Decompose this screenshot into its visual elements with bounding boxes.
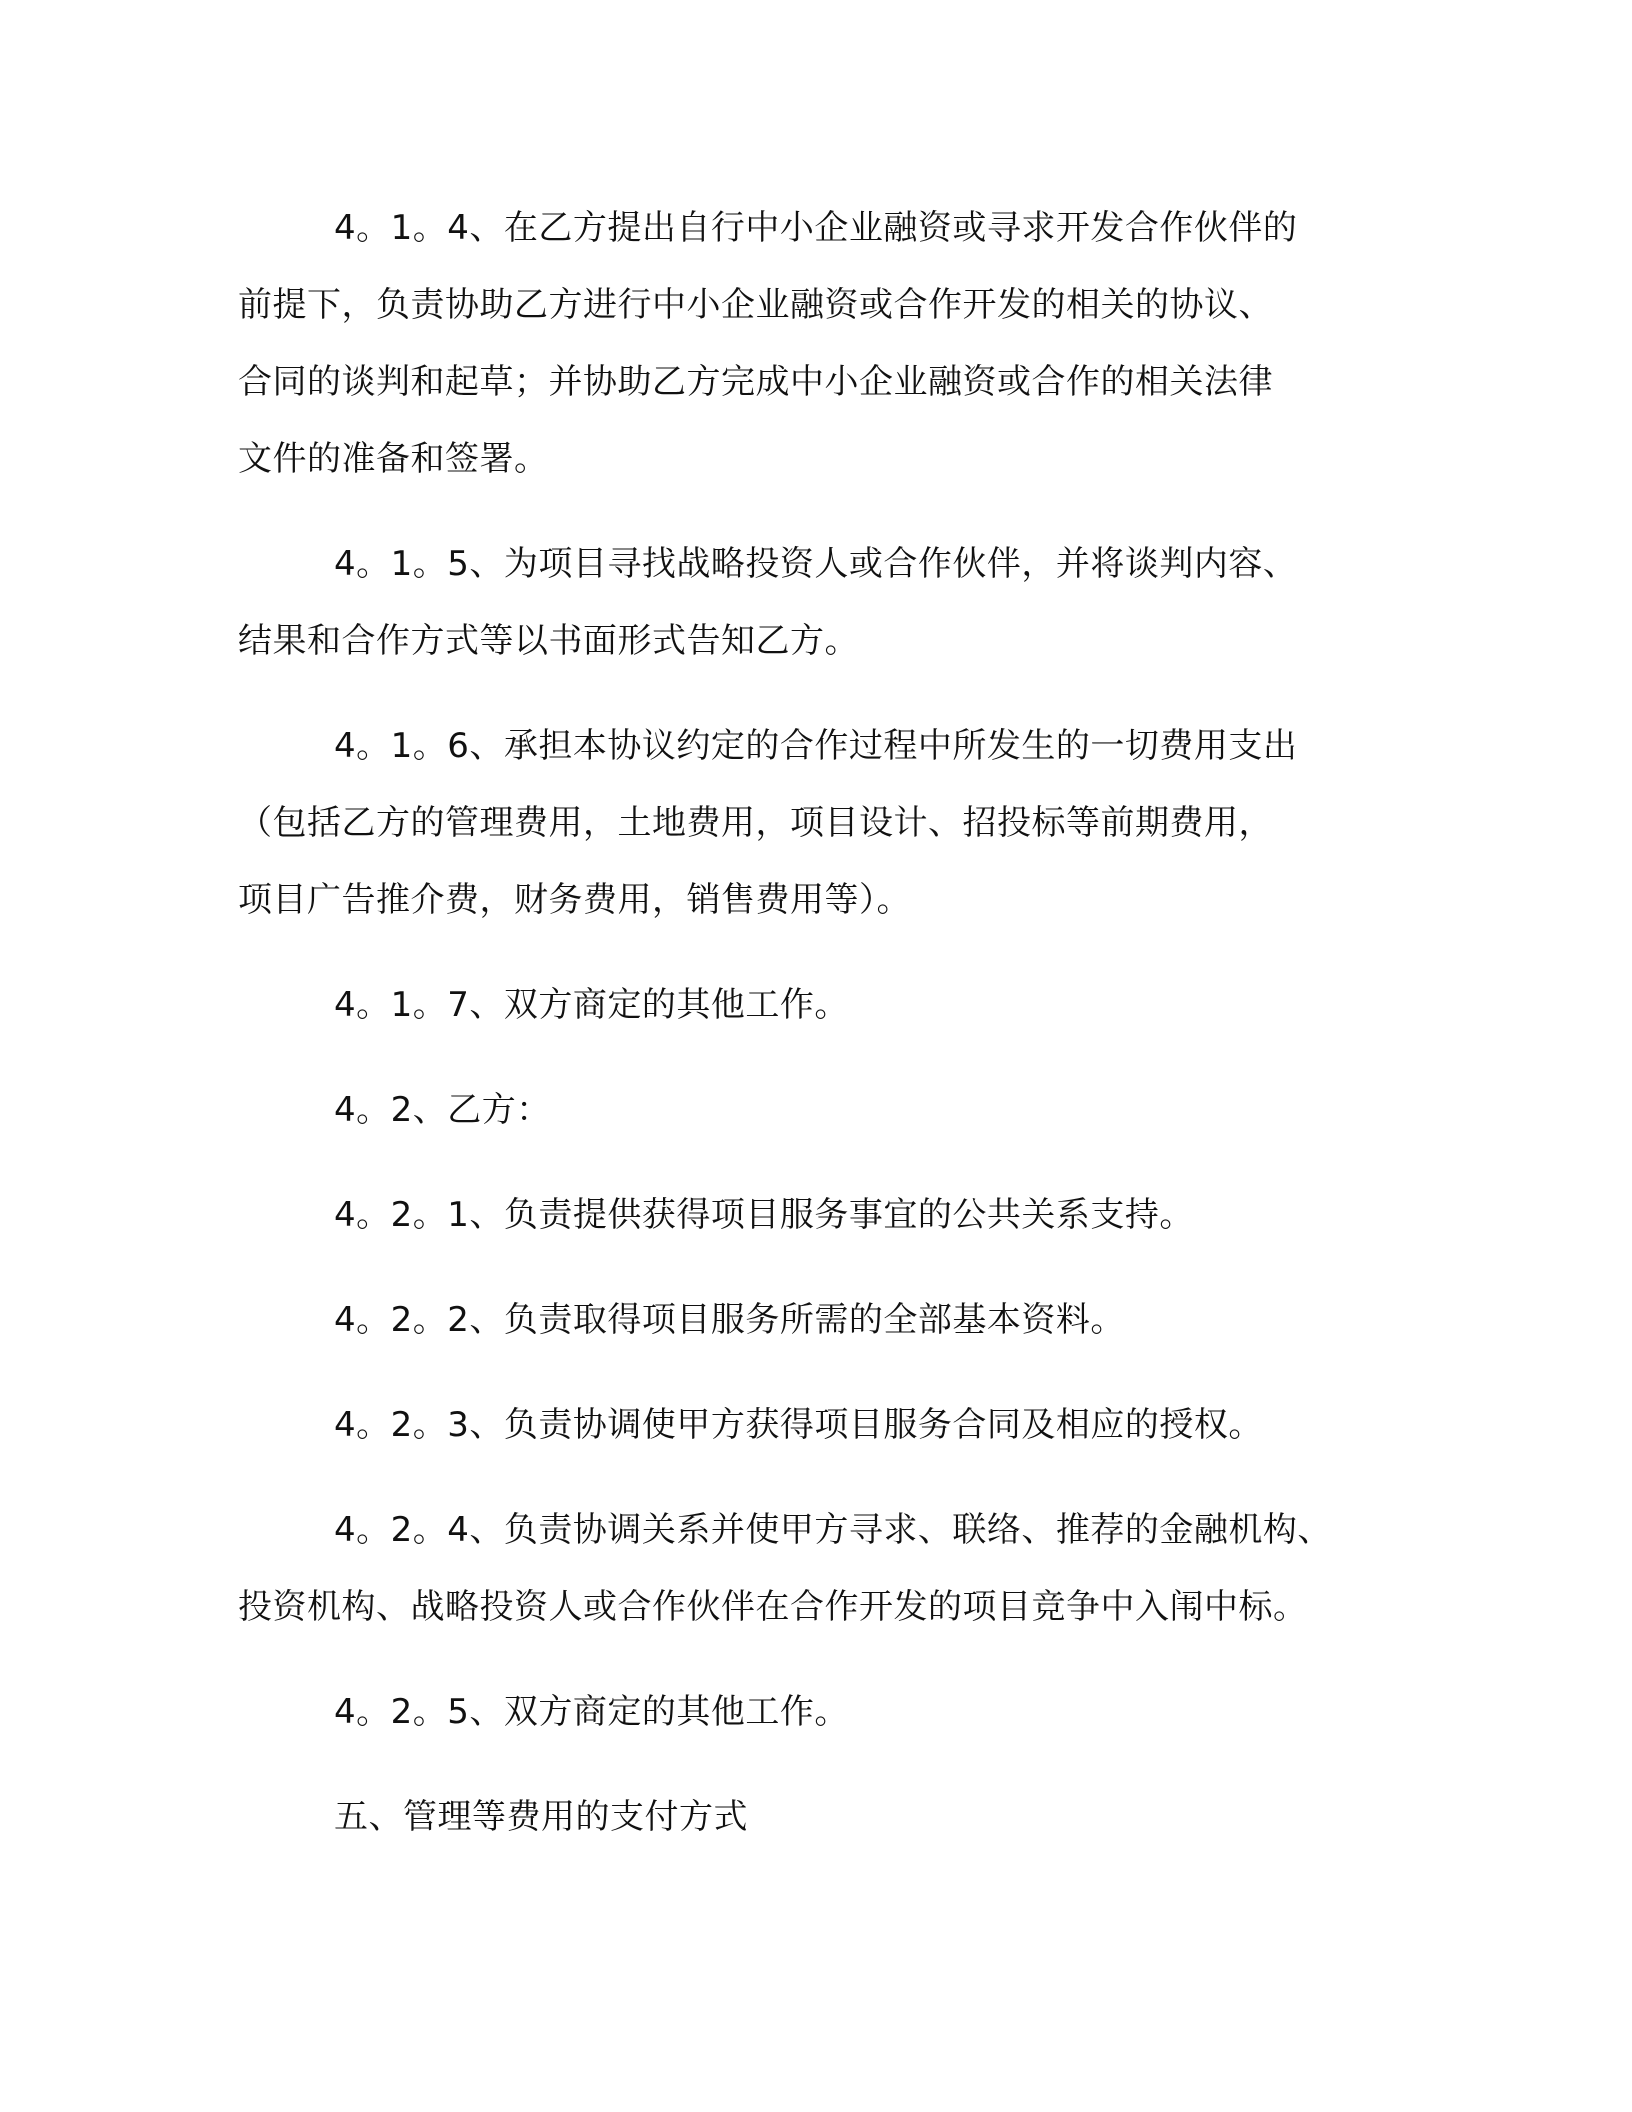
section-heading-5 [238, 1779, 1388, 1856]
text-line: 结果和合作方式等以书面形式告知乙方。 [238, 621, 859, 661]
text-line: 4。2。5、双方商定的其他工作。 [334, 1692, 849, 1732]
text-line: 4。2。3、负责协调使甲方获得项目服务合同及相应的授权。 [334, 1405, 1263, 1445]
text-line: 投资机构、战略投资人或合作伙伴在合作开发的项目竞争中入闱中标。 [238, 1587, 1308, 1627]
document-body [238, 190, 1388, 1856]
paragraph-4-1-4 [238, 190, 1388, 498]
text-line: 4。2。4、负责协调关系并使甲方寻求、联络、推荐的金融机构、 [334, 1510, 1332, 1550]
paragraph-4-1-5 [238, 526, 1388, 680]
text-line: 4。2。1、负责提供获得项目服务事宜的公共关系支持。 [334, 1195, 1194, 1235]
text-line: 4。2、乙方： [334, 1090, 551, 1130]
paragraph-4-2-2 [238, 1282, 1388, 1359]
paragraph-4-2-5 [238, 1674, 1388, 1751]
text-line: （包括乙方的管理费用，土地费用，项目设计、招投标等前期费用， [238, 803, 1273, 843]
text-line: 五、管理等费用的支付方式 [334, 1797, 748, 1837]
text-line: 项目广告推介费，财务费用，销售费用等）。 [238, 880, 911, 920]
text-line: 合同的谈判和起草；并协助乙方完成中小企业融资或合作的相关法律 [238, 362, 1273, 402]
paragraph-4-2-1 [238, 1177, 1388, 1254]
text-line: 文件的准备和签署。 [238, 439, 549, 479]
paragraph-4-1-7 [238, 967, 1388, 1044]
heading-4-2 [238, 1072, 1388, 1149]
paragraph-4-2-3 [238, 1387, 1388, 1464]
text-line: 4。1。6、承担本协议约定的合作过程中所发生的一切费用支出 [334, 726, 1298, 766]
text-line: 4。1。7、双方商定的其他工作。 [334, 985, 849, 1025]
text-line: 4。2。2、负责取得项目服务所需的全部基本资料。 [334, 1300, 1125, 1340]
text-line: 4。1。5、为项目寻找战略投资人或合作伙伴，并将谈判内容、 [334, 544, 1298, 584]
text-line: 前提下，负责协助乙方进行中小企业融资或合作开发的相关的协议、 [238, 285, 1273, 325]
text-line: 4。1。4、在乙方提出自行中小企业融资或寻求开发合作伙伴的 [334, 208, 1298, 248]
paragraph-4-2-4 [238, 1492, 1388, 1646]
paragraph-4-1-6 [238, 708, 1388, 939]
